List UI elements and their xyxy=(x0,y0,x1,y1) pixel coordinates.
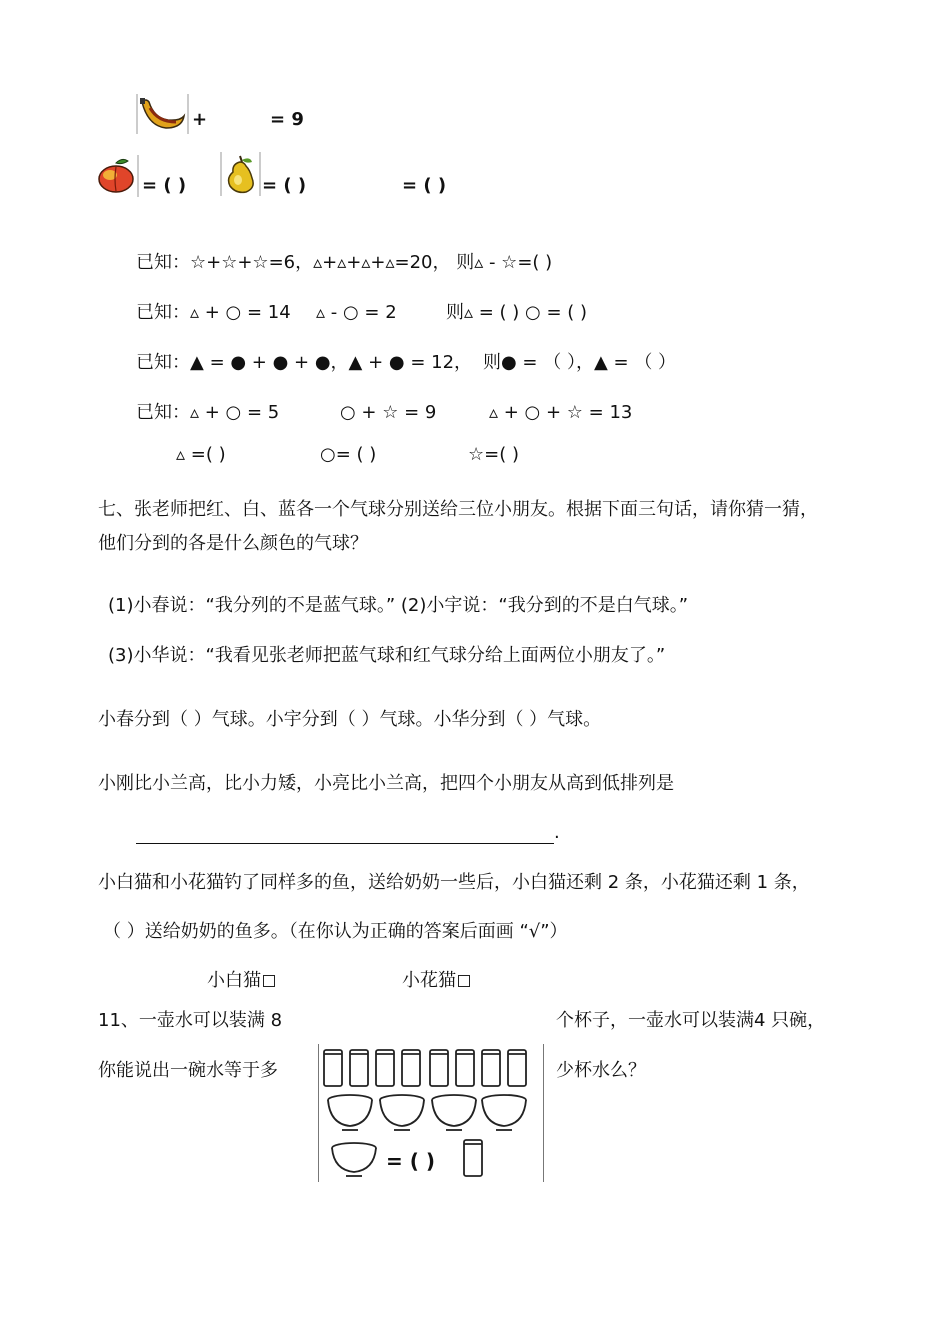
q7-line-2: 他们分到的各是什么颜色的气球？ xyxy=(98,533,368,554)
checkbox[interactable] xyxy=(458,975,470,987)
cup-icon xyxy=(464,1140,482,1176)
known-line-1: 已知：☆+☆+☆=6，▵+▵+▵+▵=20， 则▵ - ☆=( ) xyxy=(136,252,553,273)
cups-bowls-drawing xyxy=(318,1044,544,1182)
cup-icon xyxy=(508,1050,526,1086)
cup-icon xyxy=(376,1050,394,1086)
equation-plus: + xyxy=(192,109,208,130)
cup-icon xyxy=(430,1050,448,1086)
known-line-2a: 已知：▵ + ○ = 14 xyxy=(136,302,291,323)
peach-equation: = ( ) xyxy=(142,175,187,196)
cup-icon xyxy=(324,1050,342,1086)
q7-statement-1-2: (1)小春说：“我分列的不是蓝气球。” (2)小宇说：“我分到的不是白气球。” xyxy=(108,595,689,616)
bowl-icon xyxy=(380,1095,424,1130)
cup-icon xyxy=(482,1050,500,1086)
known-line-3a: 已知：▲ = ● + ● + ●，▲ + ● = 12， xyxy=(136,352,473,373)
checkbox[interactable] xyxy=(263,975,275,987)
figure-frame-right xyxy=(543,1044,544,1182)
cup-icon xyxy=(402,1050,420,1086)
known-line-2b: ▵ - ○ = 2 xyxy=(316,302,397,323)
pear-equation: = ( ) xyxy=(262,175,307,196)
cup-icon xyxy=(350,1050,368,1086)
known-line-4a: 已知：▵ + ○ = 5 xyxy=(136,402,280,423)
fish-question-line-1: 小白猫和小花猫钓了同样多的鱼，送给奶奶一些后，小白猫还剩 2 条，小花猫还剩 1 条， xyxy=(98,872,810,893)
q7-statement-3: (3)小华说：“我看见张老师把蓝气球和红气球分给上面两位小朋友了。” xyxy=(108,645,666,666)
cup-icon xyxy=(456,1050,474,1086)
q11-line-2-left: 你能说出一碗水等于多 xyxy=(98,1060,278,1081)
option-label: 小白猫 xyxy=(207,970,261,991)
figure-equation: = ( ) xyxy=(386,1149,435,1173)
known-line-2c: 则▵ = ( ) ○ = ( ) xyxy=(446,302,588,323)
bowl-icon xyxy=(432,1095,476,1130)
q11-line-1-left: 11、一壶水可以装满 8 xyxy=(98,1010,283,1031)
peach-icon xyxy=(96,155,140,197)
bowl-icon xyxy=(328,1095,372,1130)
figure-frame-left xyxy=(318,1044,319,1182)
q11-line-1-right: 个杯子，一壶水可以装满4 只碗， xyxy=(556,1010,826,1031)
q7-answer: 小春分到（ ）气球。小宇分到（ ）气球。小华分到（ ）气球。 xyxy=(98,709,602,730)
known-line-4c: ▵ + ○ + ☆ = 13 xyxy=(489,402,633,423)
fish-question-line-2: （ ）送给奶奶的鱼多。（在你认为正确的答案后面画 “√”） xyxy=(103,921,568,942)
option-label: 小花猫 xyxy=(402,970,456,991)
answer-end: . xyxy=(554,822,560,843)
equation-result: = 9 xyxy=(270,109,304,130)
height-answer-line[interactable] xyxy=(136,822,560,844)
q7-line-1: 七、张老师把红、白、蓝各一个气球分别送给三位小朋友。根据下面三句话，请你猜一猜， xyxy=(98,499,818,520)
answer-star: ☆=( ) xyxy=(468,444,519,465)
cups-bowls-figure xyxy=(318,1044,544,1182)
known-line-3b: 则● = （ ），▲ = （ ） xyxy=(483,352,677,373)
known-line-4b: ○ + ☆ = 9 xyxy=(340,402,437,423)
q11-line-2-right: 少杯水么？ xyxy=(556,1060,646,1081)
banana-icon xyxy=(136,94,190,134)
option-flower-cat[interactable] xyxy=(402,970,470,992)
height-question: 小刚比小兰高，比小力矮，小亮比小兰高，把四个小朋友从高到低排列是 xyxy=(98,773,674,794)
pear-icon xyxy=(220,152,262,196)
answer-circle: ○= ( ) xyxy=(320,444,377,465)
bowl-icon xyxy=(332,1143,376,1176)
bowl-icon xyxy=(482,1095,526,1130)
answer-triangle: ▵ =( ) xyxy=(176,444,226,465)
option-white-cat[interactable] xyxy=(207,970,275,992)
third-equation: = ( ) xyxy=(402,175,447,196)
answer-blank[interactable] xyxy=(136,825,554,844)
